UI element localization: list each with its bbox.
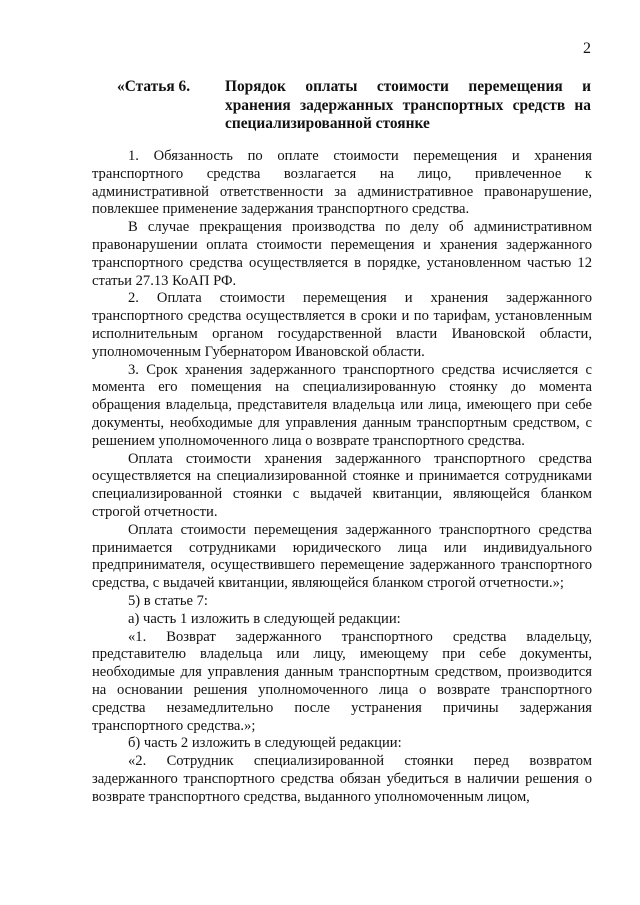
page-number: 2 <box>583 40 591 57</box>
paragraph: б) часть 2 изложить в следующей редакции: <box>128 735 402 752</box>
paragraph: В случае прекращения производства по делу об административном правонарушении оплата стоимости перемещения и хранения задержанного транспортного средства осуществляется в порядке, установленном частью 12 статьи 27.13 КоАП РФ. <box>92 219 592 289</box>
paragraph: 3. Срок хранения задержанного транспортного средства исчисляется с момента его помещения на специализированную стоянку до момента обращения владельца, представителя владельца или лица, имеющего при себе документы, необходимые для управления данным транспортным средством, с решением уполномоченного лица о возврате транспортного средства. <box>92 361 592 449</box>
article-title: Порядок оплаты стоимости перемещения и хранения задержанных транспортных средств на специализированной стоянке <box>225 78 591 132</box>
article-heading <box>117 78 591 134</box>
paragraph: 2. Оплата стоимости перемещения и хранения задержанного транспортного средства осуществляется в сроки и по тарифам, установленным исполнительным органом государственной власти Ивановской области, уполномоченным Губернатором Ивановской области. <box>92 290 592 360</box>
document-body <box>92 148 592 806</box>
paragraph: Оплата стоимости хранения задержанного транспортного средства осуществляется на специализированной стоянке и принимается сотрудниками специализированной стоянки с выдачей квитанции, являющейся бланком строгой отчетности. <box>92 450 592 520</box>
paragraph: «2. Сотрудник специализированной стоянки перед возвратом задержанного транспортного средства обязан убедиться в наличии решения о возврате транспортного средства, выданного уполномоченным лицом, <box>92 753 592 805</box>
paragraph: а) часть 1 изложить в следующей редакции: <box>128 610 401 627</box>
article-number: «Статья 6. <box>117 78 191 95</box>
paragraph: Оплата стоимости перемещения задержанного транспортного средства принимается сотрудниками юридического лица или индивидуального предпринимателя, осуществившего перемещение задержанного транспортного средства, с выдачей квитанции, являющейся бланком строгой отчетности.»; <box>92 521 592 592</box>
paragraph: 5) в статье 7: <box>128 592 208 609</box>
paragraph: 1. Обязанность по оплате стоимости перемещения и хранения транспортного средства возлагается на лицо, привлеченное к административной ответственности за административное правонарушение, повлекшее применение задержания транспортного средства. <box>92 148 592 218</box>
paragraph: «1. Возврат задержанного транспортного средства владельцу, представителю владельца или лицу, имеющему при себе документы, необходимые для управления данным транспортным средством, производится на основании решения уполномоченного лица о возврате транспортного средства незамедлительно после устранения причины задержания транспортного средства.»; <box>92 628 592 734</box>
